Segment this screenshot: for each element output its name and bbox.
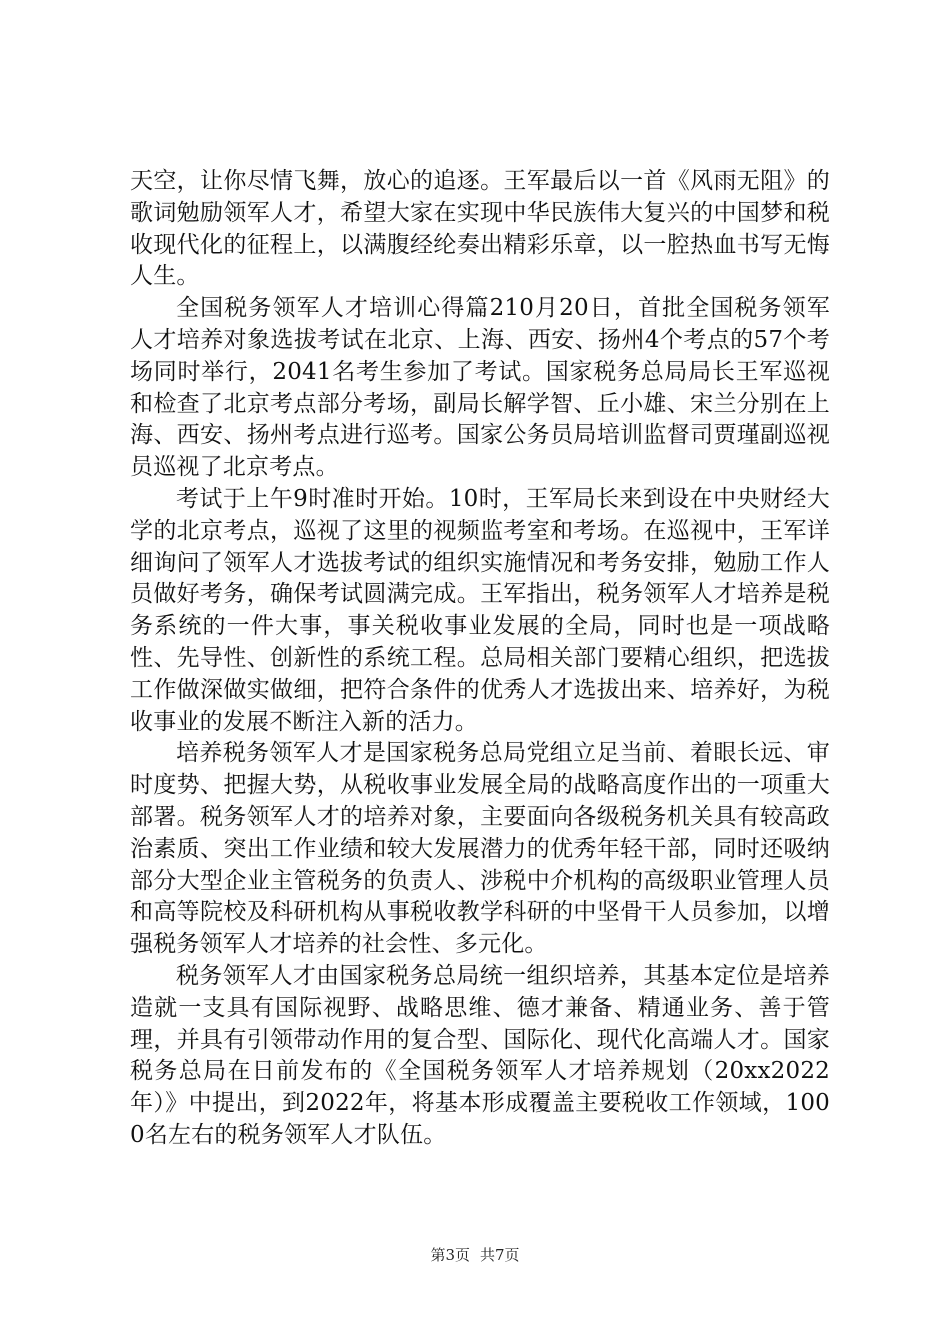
page-total: 共7页	[480, 1246, 520, 1264]
paragraph-5: 税务领军人才由国家税务总局统一组织培养，其基本定位是培养造就一支具有国际视野、战略思维、德才兼备、精通业务、善于管理，并具有引领带动作用的复合型、国际化、现代化高端人才。国家税务总局在日前发布的《全国税务领军人才培养规划（20xx2022年）》中提出，到2022年，将基本形成覆盖主要税收工作领域，1000名左右的税务领军人才队伍。	[130, 962, 830, 1148]
paragraph-1: 天空，让你尽情飞舞，放心的追逐。王军最后以一首《风雨无阻》的歌词勉励领军人才，希望大家在实现中华民族伟大复兴的中国梦和税收现代化的征程上，以满腹经纶奏出精彩乐章，以一腔热血书写无悔人生。	[130, 168, 830, 290]
paragraph-3: 考试于上午9时准时开始。10时，王军局长来到设在中央财经大学的北京考点，巡视了这里的视频监考室和考场。在巡视中，王军详细询问了领军人才选拔考试的组织实施情况和考务安排，勉励工作人员做好考务，确保考试圆满完成。王军指出，税务领军人才培养是税务系统的一件大事，事关税收事业发展的全局，同时也是一项战略性、先导性、创新性的系统工程。总局相关部门要精心组织，把选拔工作做深做实做细，把符合条件的优秀人才选拔出来、培养好，为税收事业的发展不断注入新的活力。	[130, 485, 830, 735]
page-footer	[0, 1245, 950, 1265]
page-number: 第3页	[430, 1246, 470, 1264]
document-body	[130, 166, 830, 1152]
paragraph-2: 全国税务领军人才培训心得篇210月20日，首批全国税务领军人才培养对象选拔考试在北京、上海、西安、扬州4个考点的57个考场同时举行，2041名考生参加了考试。国家税务总局局长王军巡视和检查了北京考点部分考场，副局长解学智、丘小雄、宋兰分别在上海、西安、扬州考点进行巡考。国家公务员局培训监督司贾瑾副巡视员巡视了北京考点。	[130, 295, 830, 481]
paragraph-4: 培养税务领军人才是国家税务总局党组立足当前、着眼长远、审时度势、把握大势，从税收事业发展全局的战略高度作出的一项重大部署。税务领军人才的培养对象，主要面向各级税务机关具有较高政治素质、突出工作业绩和较大发展潜力的优秀年轻干部，同时还吸纳部分大型企业主管税务的负责人、涉税中介机构的高级职业管理人员和高等院校及科研机构从事税收教学科研的中坚骨干人员参加，以增强税务领军人才培养的社会性、多元化。	[130, 740, 830, 958]
